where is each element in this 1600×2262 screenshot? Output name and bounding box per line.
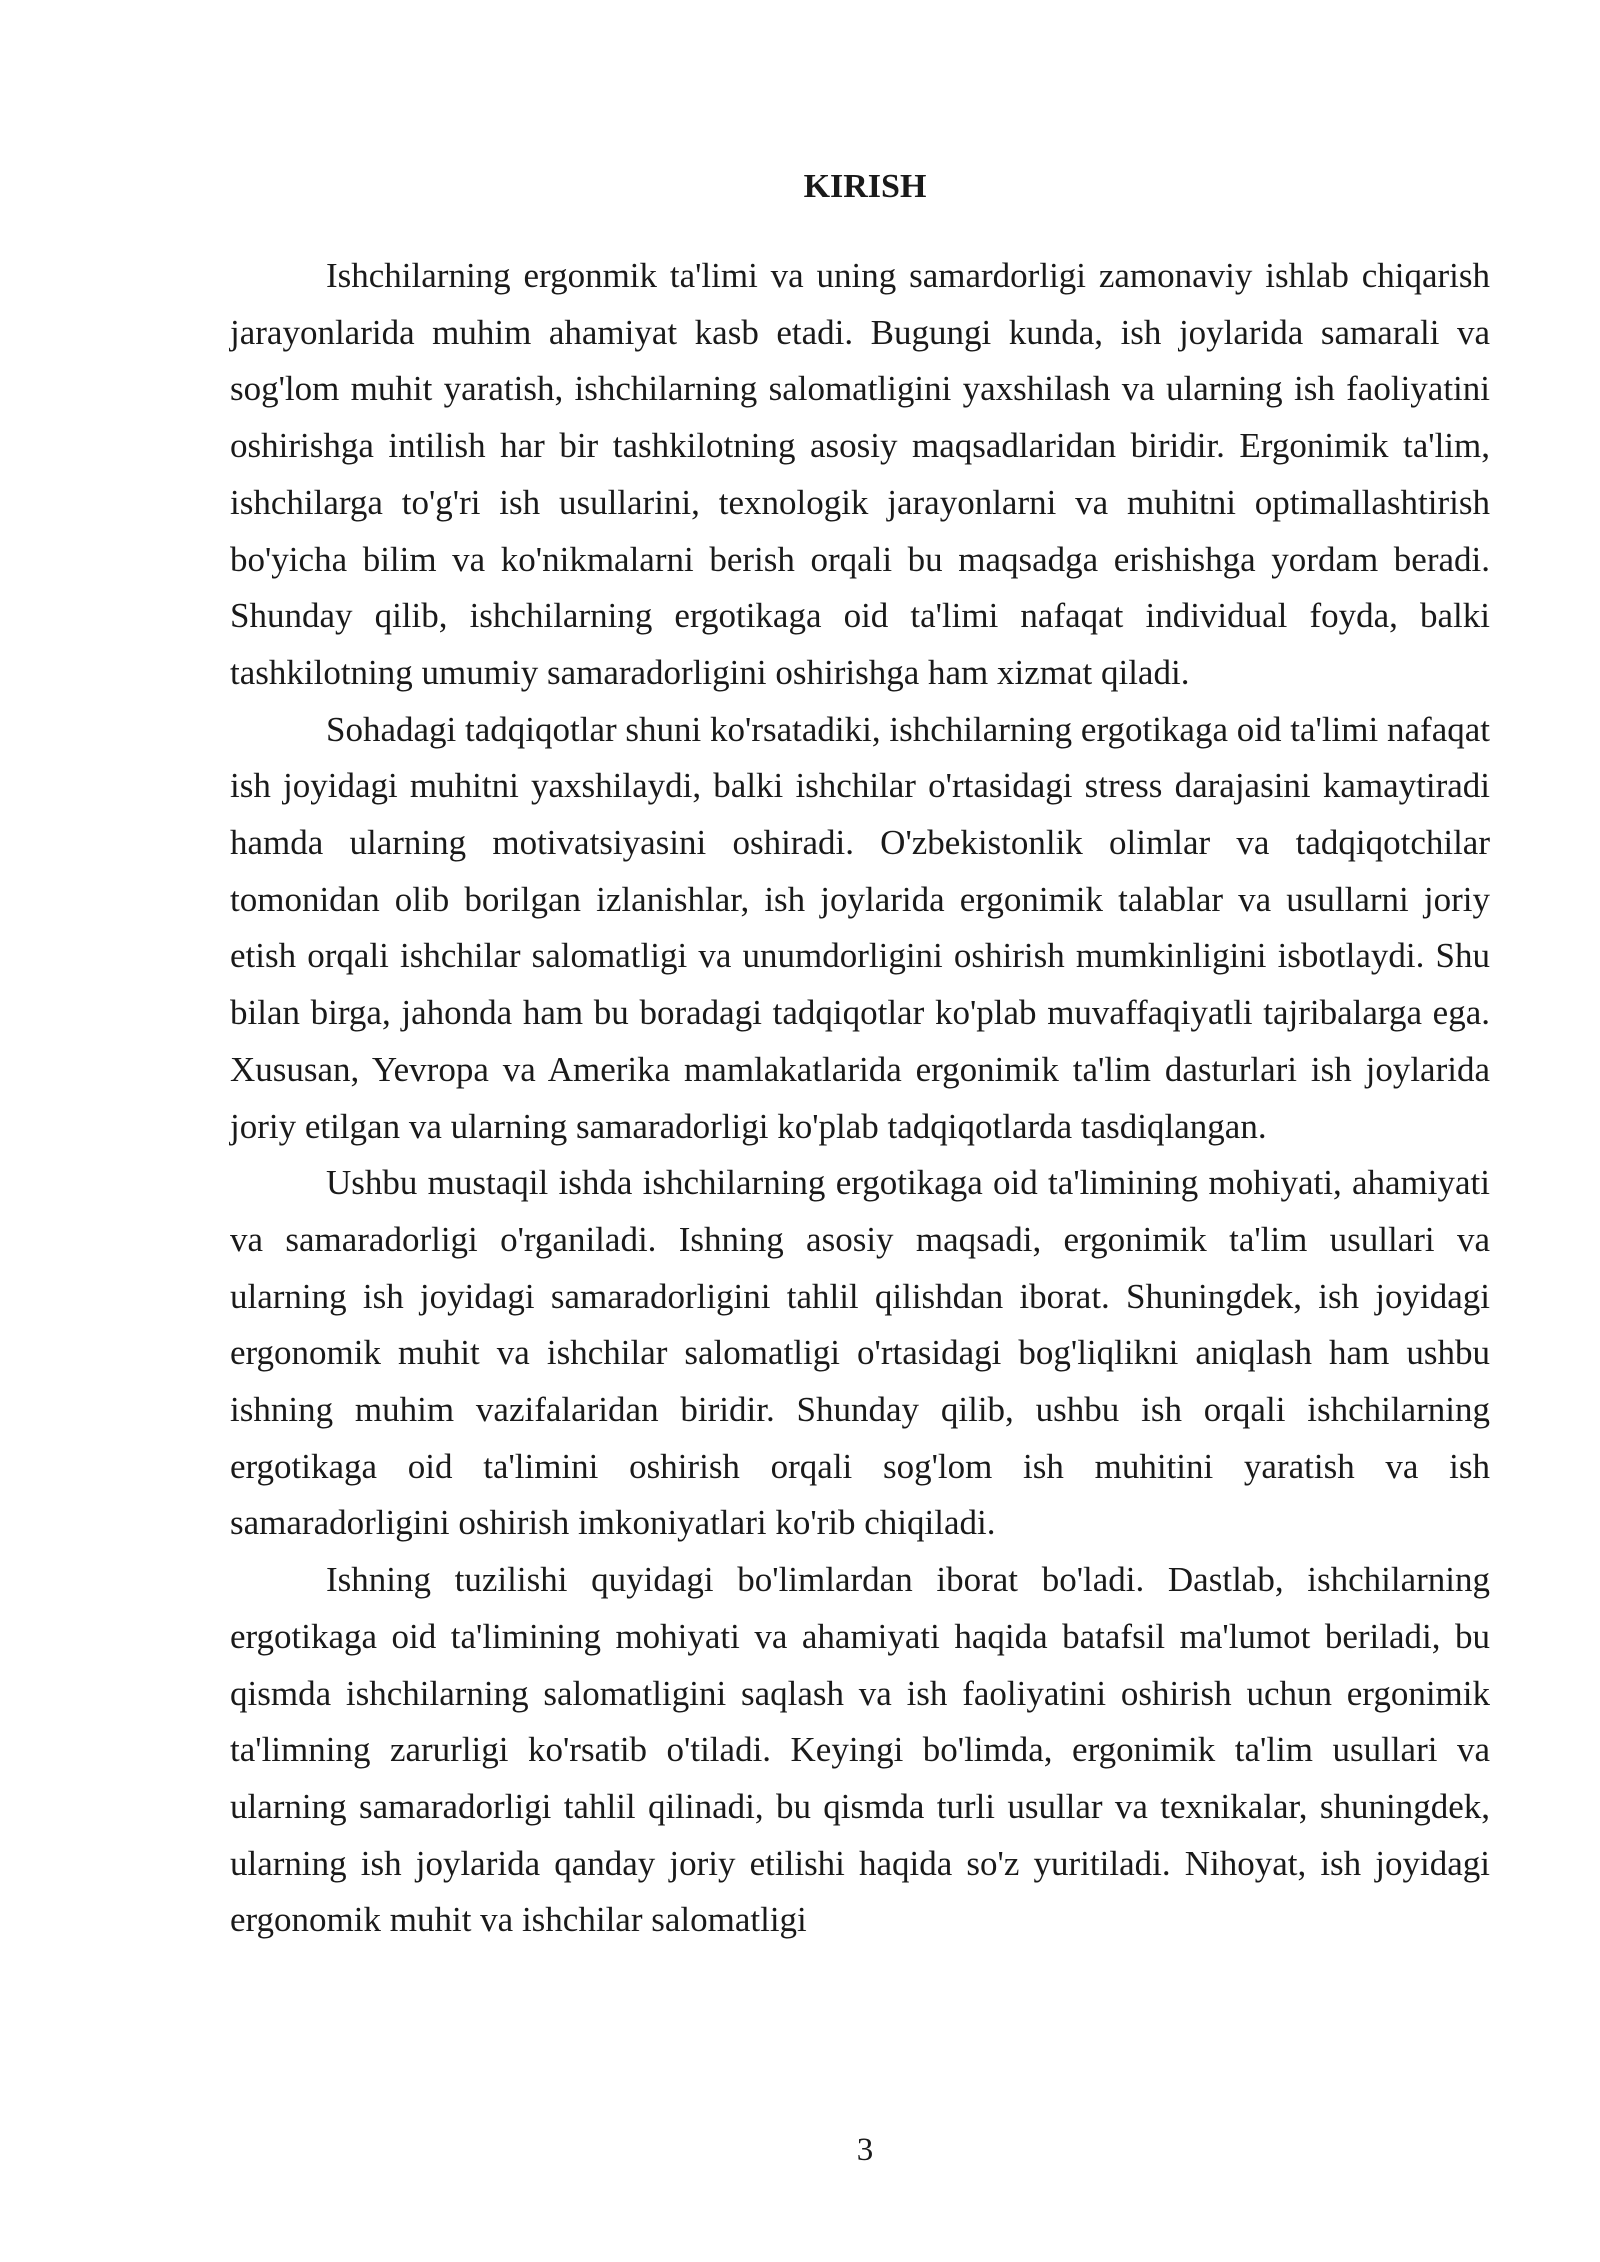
body-text (230, 248, 1490, 1949)
section-title: KIRISH (803, 168, 927, 205)
paragraph: Sohadagi tadqiqotlar shuni ko'rsatadiki, ishchilarning ergotikaga oid ta'limi nafaqat ish joyidagi muhitni yaxshilaydi, balki ishchilar o'rtasidagi stress darajasini kamaytiradi hamda ularning motivatsiyasini oshiradi. O'zbekistonlik olimlar va tadqiqotchilar tomonidan olib borilgan izlanishlar, ish joylarida ergonimik talablar va usullarni joriy etish orqali ishchilar salomatligi va unumdorligini oshirish mumkinligini isbotlaydi. Shu bilan birga, jahonda ham bu boradagi tadqiqotlar ko'plab muvaffaqiyatli tajribalarga ega. Xususan, Yevropa va Amerika mamlakatlarida ergonimik ta'lim dasturlari ish joylarida joriy etilgan va ularning samaradorligi ko'plab tadqiqotlarda tasdiqlangan. (230, 709, 1490, 1146)
paragraph: Ishchilarning ergonmik ta'limi va uning samardorligi zamonaviy ishlab chiqarish jarayonlarida muhim ahamiyat kasb etadi. Bugungi kunda, ish joylarida samarali va sog'lom muhit yaratish, ishchilarning salomatligini yaxshilash va ularning ish faoliyatini oshirishga intilish har bir tashkilotning asosiy maqsadlaridan biridir. Ergonimik ta'lim, ishchilarga to'g'ri ish usullarini, texnologik jarayonlarni va muhitni optimallashtirish bo'yicha bilim va ko'nikmalarni berish orqali bu maqsadga erishishga yordam beradi. Shunday qilib, ishchilarning ergotikaga oid ta'limi nafaqat individual foyda, balki tashkilotning umumiy samaradorligini oshirishga ham xizmat qiladi. (230, 256, 1490, 692)
page-number: 3 (856, 2132, 874, 2168)
paragraph: Ishning tuzilishi quyidagi bo'limlardan iborat bo'ladi. Dastlab, ishchilarning ergotikaga oid ta'limining mohiyati va ahamiyati haqida batafsil ma'lumot beriladi, bu qismda ishchilarning salomatligini saqlash va ish faoliyatini oshirish uchun ergonimik ta'limning zarurligi ko'rsatib o'tiladi. Keyingi bo'limda, ergonimik ta'lim usullari va ularning samaradorligi tahlil qilinadi, bu qismda turli usullar va texnikalar, shuningdek, ularning ish joylarida qanday joriy etilishi haqida so'z yuritiladi. Nihoyat, ish joyidagi ergonomik muhit va ishchilar salomatligi (230, 1560, 1490, 1940)
paragraph: Ushbu mustaqil ishda ishchilarning ergotikaga oid ta'limining mohiyati, ahamiyati va samaradorligi o'rganiladi. Ishning asosiy maqsadi, ergonimik ta'lim usullari va ularning ish joyidagi samaradorligini tahlil qilishdan iborat. Shuningdek, ish joyidagi ergonomik muhit va ishchilar salomatligi o'rtasidagi bog'liqlikni aniqlash ham ushbu ishning muhim vazifalaridan biridir. Shunday qilib, ushbu ish orqali ishchilarning ergotikaga oid ta'limini oshirish orqali sog'lom ish muhitini yaratish va ish samaradorligini oshirish imkoniyatlari ko'rib chiqiladi. (230, 1163, 1490, 1543)
